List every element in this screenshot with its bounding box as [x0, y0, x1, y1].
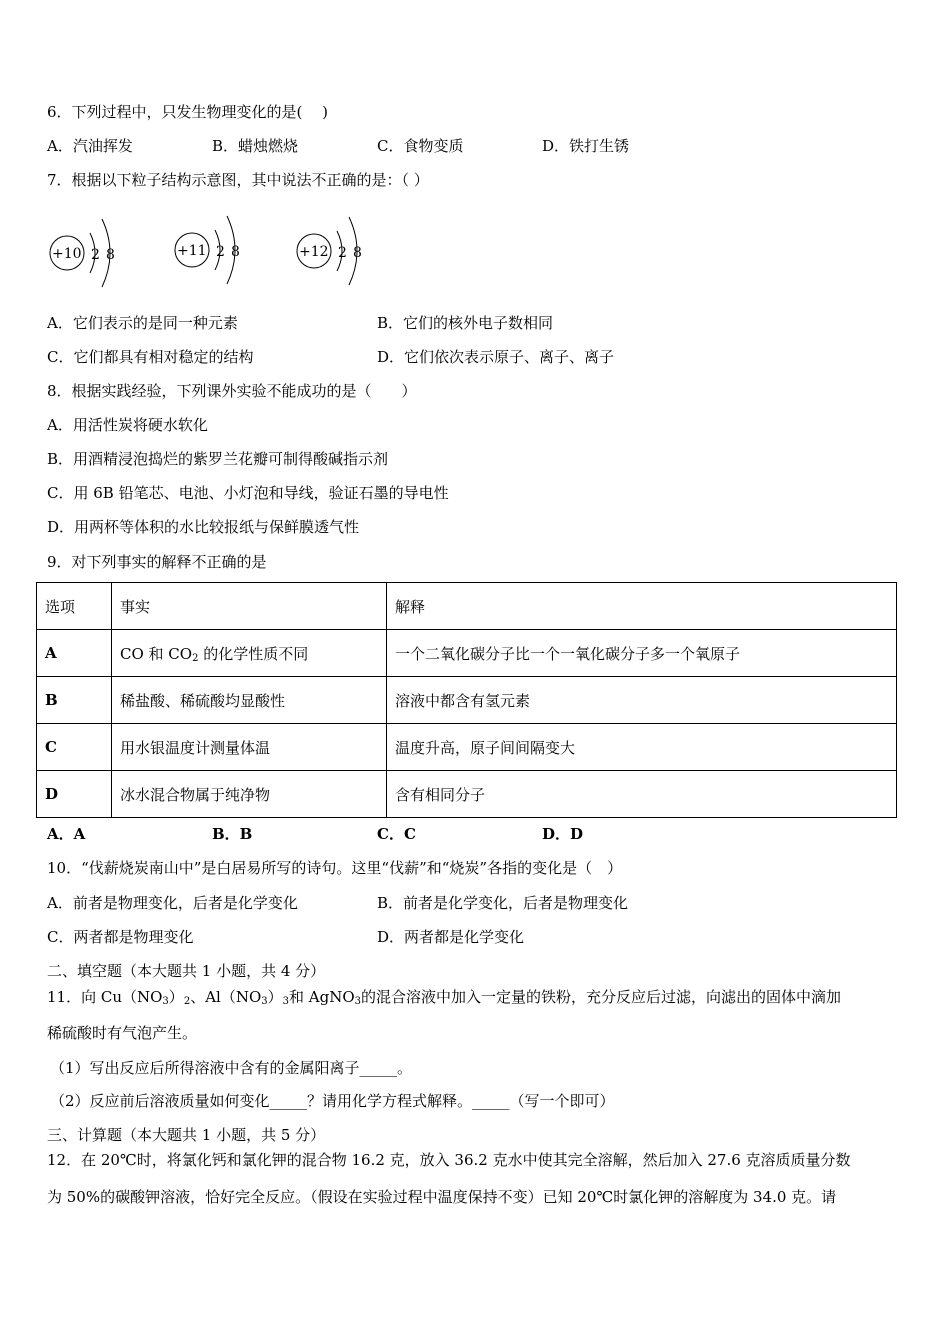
table-row: [37, 724, 897, 771]
q7-option-a: A．它们表示的是同一种元素: [47, 314, 238, 332]
q9-option-d: D．D: [542, 825, 584, 843]
q9-table: [36, 582, 897, 818]
shell-1-count: 2: [91, 247, 100, 263]
q9-stem: 9．对下列事实的解释不正确的是: [47, 553, 267, 571]
particle-diagram-2: [175, 216, 240, 284]
table-row: [37, 677, 897, 724]
q10-stem: 10．“伐薪烧炭南山中”是白居易所写的诗句。这里“伐薪”和“烧炭”各指的变化是（ ）: [47, 859, 623, 877]
q11-stem: 11．向 $Cu(NO_3)_2$、$Al(NO_3)_3$和 AgNO$_3$的混合溶液中加入一定量的铁粉，充分反应后过滤，向滤出的固体中滴加: [47, 988, 842, 1007]
q8-stem: 8．根据实践经验，下列课外实验不能成功的是（ ）: [47, 382, 417, 400]
q7-option-b: B．它们的核外电子数相同: [377, 314, 554, 332]
q6-option-d: D．铁打生锈: [542, 137, 630, 155]
row-fact: 稀盐酸、稀硫酸均显酸性: [112, 677, 387, 724]
q9-option-b: B．B: [212, 825, 253, 843]
row-explanation: 温度升高，原子间间隔变大: [387, 724, 897, 771]
row-explanation: 溶液中都含有氢元素: [387, 677, 897, 724]
shell-1-count: 2: [338, 245, 347, 261]
q10-option-a: A．前者是物理变化，后者是化学变化: [47, 894, 298, 912]
nucleus-label: +11: [177, 243, 207, 259]
row-fact: 用水银温度计测量体温: [112, 724, 387, 771]
q6-option-a: A．汽油挥发: [47, 137, 133, 155]
q10-option-b: B．前者是化学变化，后者是物理变化: [377, 894, 629, 912]
q8-option-d: D．用两杯等体积的水比较报纸与保鲜膜透气性: [47, 518, 360, 536]
particle-diagram-3: [297, 217, 362, 285]
nucleus-label: +12: [299, 244, 329, 260]
table-row: [37, 771, 897, 818]
particle-diagram-1: [50, 219, 115, 287]
q11-stem-line2: 稀硫酸时有气泡产生。: [47, 1024, 198, 1042]
q9-option-c: C．C: [377, 825, 416, 843]
q7-option-c: C．它们都具有相对稳定的结构: [47, 348, 254, 366]
q10-option-c: C．两者都是物理变化: [47, 928, 194, 946]
q11-part1: （1）写出反应后所得溶液中含有的金属阳离子_____。: [50, 1059, 413, 1077]
shell-2-count: 8: [106, 247, 115, 263]
q10-option-d: D．两者都是化学变化: [377, 928, 525, 946]
q7-option-d: D．它们依次表示原子、离子、离子: [377, 348, 615, 366]
q8-option-b: B．用酒精浸泡捣烂的紫罗兰花瓣可制得酸碱指示剂: [47, 450, 389, 468]
row-option: C: [37, 724, 112, 771]
q7-stem: 7．根据以下粒子结构示意图，其中说法不正确的是：（ ）: [47, 171, 429, 189]
q12-line2: 为 50%的碳酸钾溶液，恰好完全反应。（假设在实验过程中温度保持不变）已知 20℃时氯化钾的溶解度为 34.0 克。请: [47, 1188, 837, 1206]
shell-1-count: 2: [216, 244, 225, 260]
nucleus-label: +10: [52, 246, 82, 262]
row-option: A: [37, 630, 112, 677]
q9-option-a: A．A: [47, 825, 86, 843]
q11-part2: （2）反应前后溶液质量如何变化_____？请用化学方程式解释。_____（写一个即可）: [50, 1092, 615, 1110]
row-fact: CO 和 $CO_2$ 的化学性质不同: [112, 630, 387, 677]
section-3-heading: 三、计算题（本大题共 1 小题，共 5 分）: [47, 1126, 326, 1144]
q8-option-c: C．用 6B 铅笔芯、电池、小灯泡和导线，验证石墨的导电性: [47, 484, 449, 502]
q6-option-b: B．蜡烛燃烧: [212, 137, 299, 155]
row-fact: 冰水混合物属于纯净物: [112, 771, 387, 818]
header-option: 选项: [37, 583, 112, 630]
header-explanation: 解释: [387, 583, 897, 630]
q12-line1: 12．在 20℃时，将氯化钙和氯化钾的混合物 16.2 克，放入 36.2 克水中使其完全溶解，然后加入 27.6 克溶质质量分数: [47, 1151, 851, 1169]
shell-2-count: 8: [231, 244, 240, 260]
header-fact: 事实: [112, 583, 387, 630]
row-explanation: 一个二氧化碳分子比一个一氧化碳分子多一个氧原子: [387, 630, 897, 677]
table-row: [37, 630, 897, 677]
particle-structure-diagrams: [40, 205, 400, 300]
shell-2-count: 8: [353, 245, 362, 261]
q8-option-a: A．用活性炭将硬水软化: [47, 416, 208, 434]
q6-option-c: C．食物变质: [377, 137, 464, 155]
table-header-row: [37, 583, 897, 630]
row-explanation: 含有相同分子: [387, 771, 897, 818]
q6-stem: 6．下列过程中，只发生物理变化的是( ): [47, 103, 329, 121]
row-option: D: [37, 771, 112, 818]
row-option: B: [37, 677, 112, 724]
section-2-heading: 二、填空题（本大题共 1 小题，共 4 分）: [47, 962, 326, 980]
